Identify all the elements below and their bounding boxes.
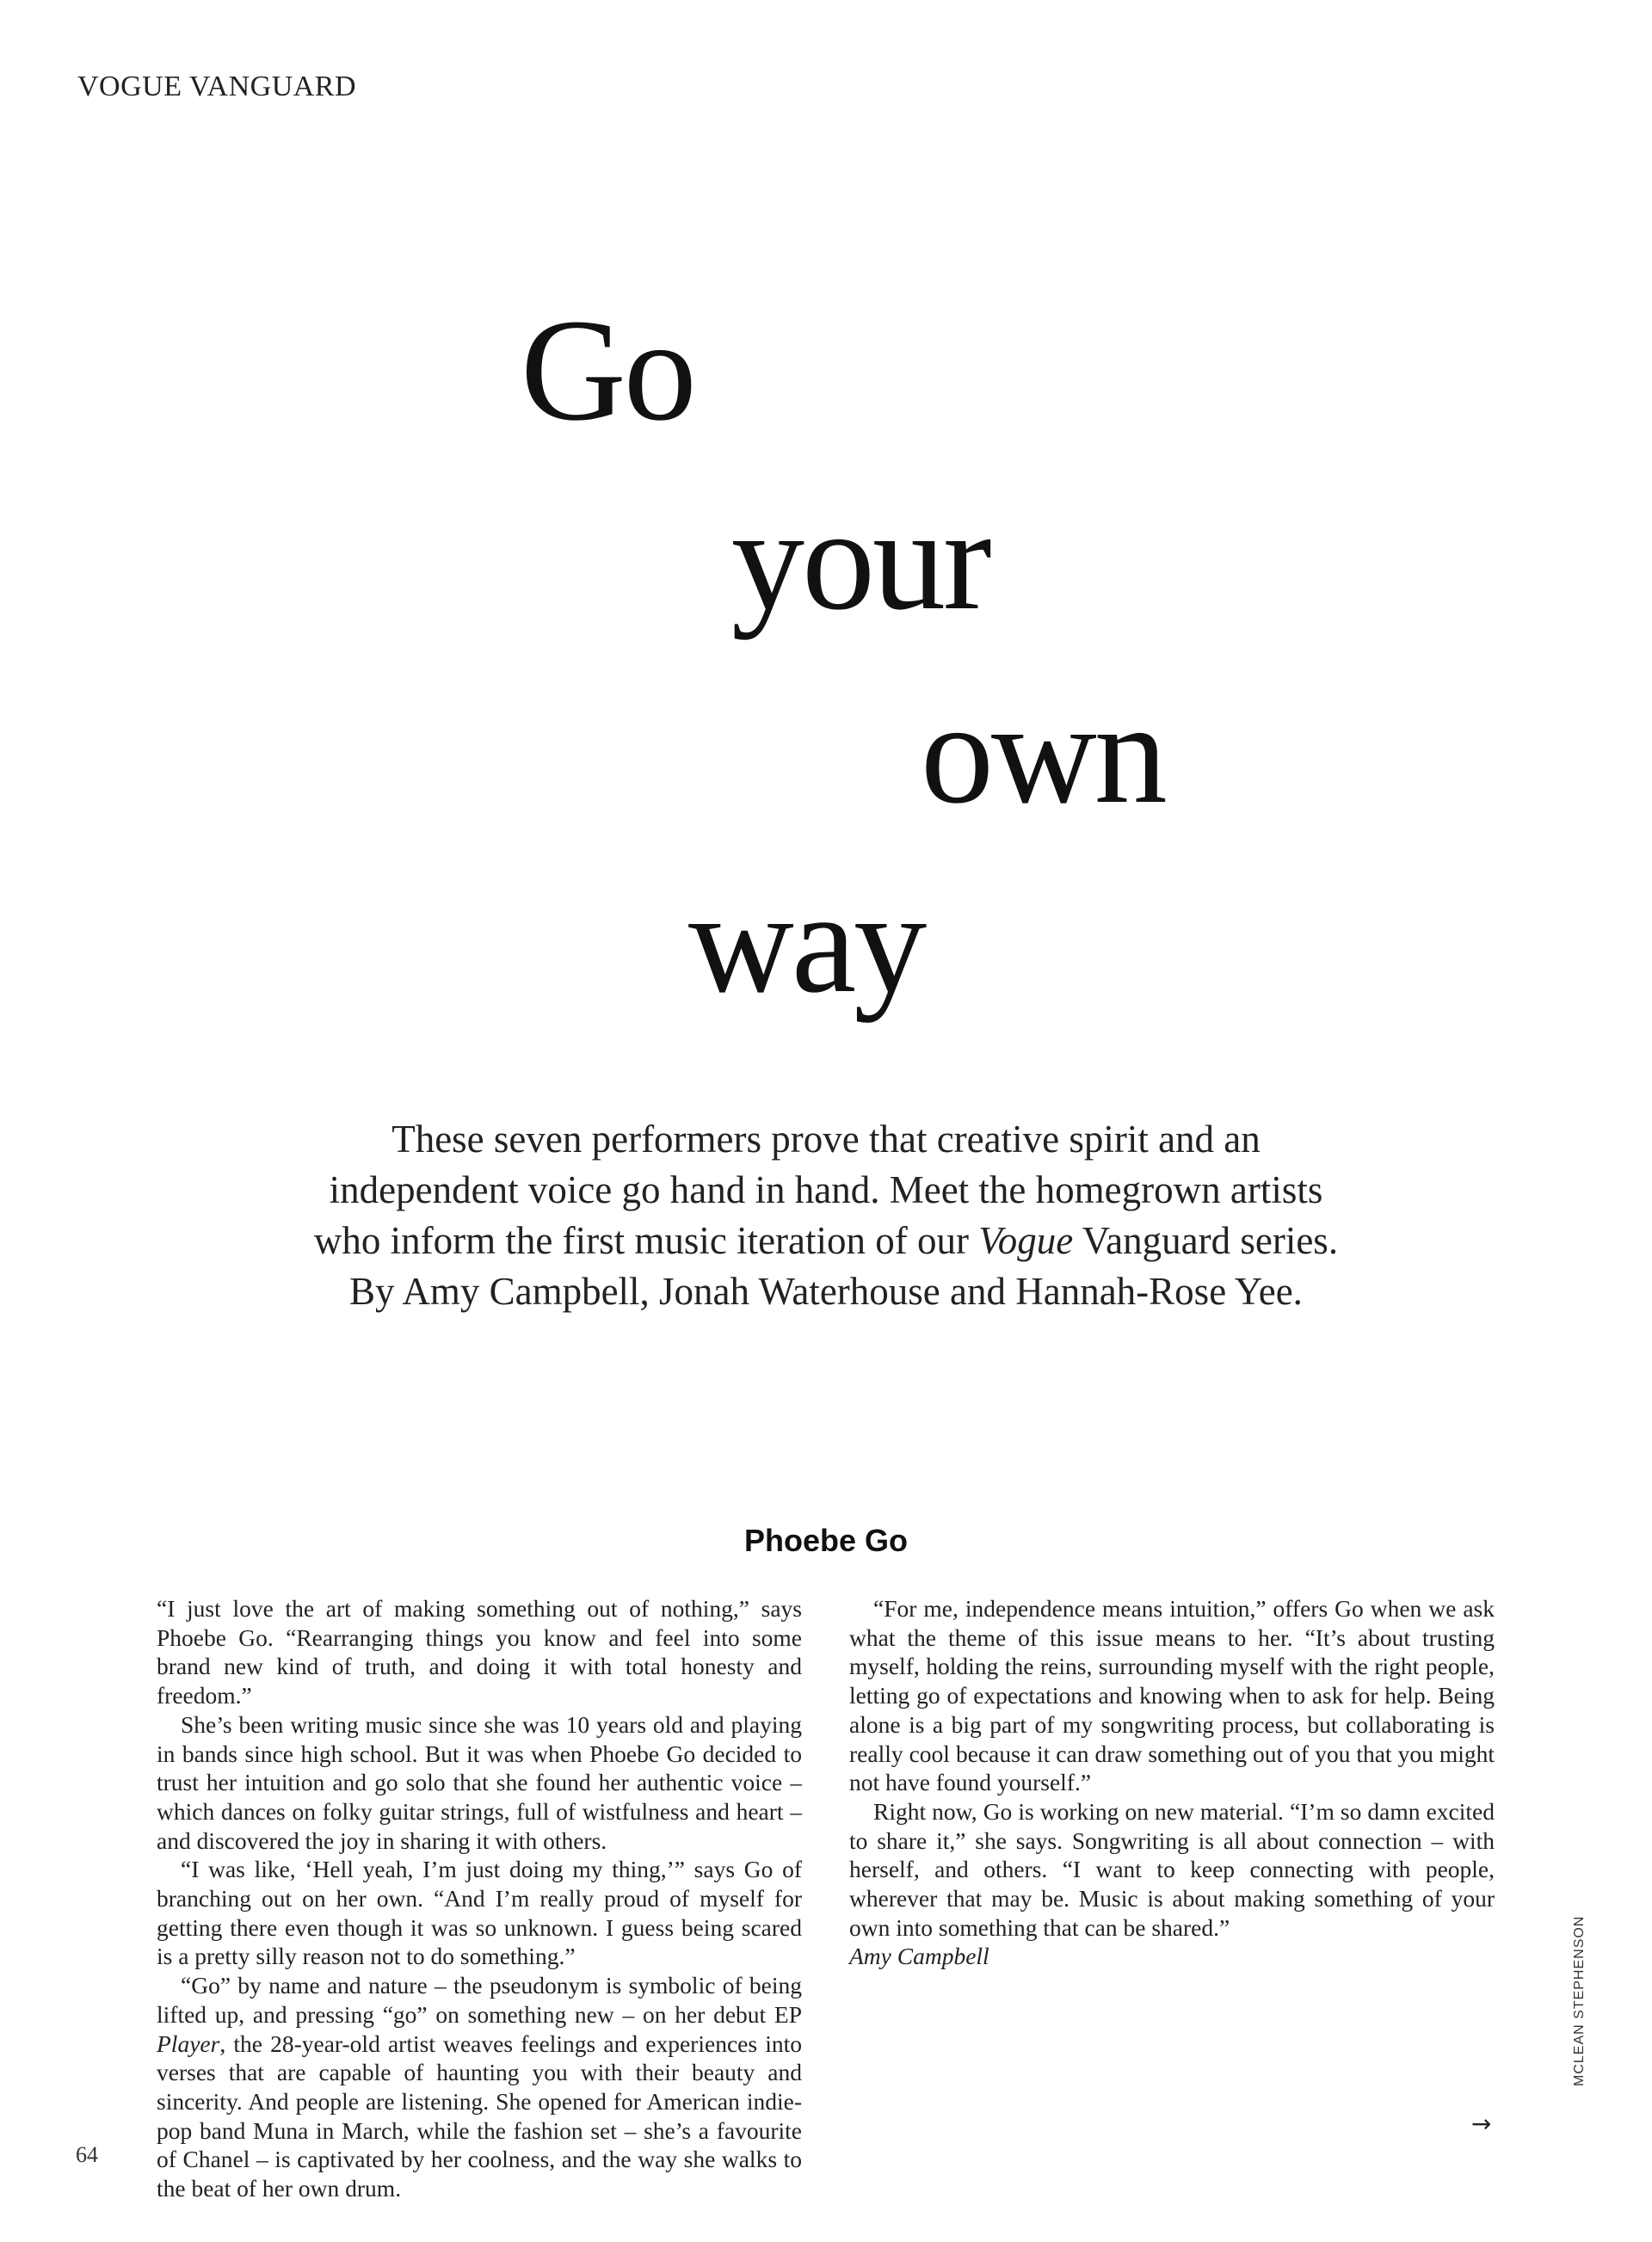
standfirst	[258, 1114, 1394, 1317]
standfirst-text: Vanguard series.	[1073, 1219, 1339, 1262]
photo-credit: MCLEAN STEPHENSON	[1572, 1915, 1587, 2086]
standfirst-byline: By Amy Campbell, Jonah Waterhouse and Hannah-Rose Yee.	[349, 1270, 1303, 1313]
section-label: VOGUE VANGUARD	[77, 71, 357, 102]
vogue-italic: Vogue	[978, 1219, 1074, 1262]
body-column-right	[849, 1594, 1495, 1971]
body-column-left	[157, 1594, 802, 2203]
continue-arrow-icon: →	[1471, 2110, 1492, 2138]
article-byline: Amy Campbell	[849, 1943, 989, 1970]
standfirst-line: These seven performers prove that creative spirit and an	[391, 1118, 1261, 1161]
page-number: 64	[76, 2142, 98, 2167]
artist-name: Phoebe Go	[743, 1523, 909, 1558]
headline-word-your: your	[731, 478, 989, 640]
body-paragraph: She’s been writing music since she was 10 years old and playing in bands since high school. But it was when Phoebe Go decided to trust her intuition and go solo that she found her authentic voice – which dances on folky guitar strings, full of wistfulness and heart – and discovered the joy in sharing it with others.	[157, 1710, 802, 1854]
headline-word-go: Go	[521, 289, 694, 451]
standfirst-line	[258, 1216, 1394, 1266]
body-paragraph: “I just love the art of making something out of nothing,” says Phoebe Go. “Rearranging things you know and feel into some brand new kind of truth, and doing it with total honesty and freedom.”	[157, 1595, 802, 1709]
body-paragraph: “I was like, ‘Hell yeah, I’m just doing my thing,’” says Go of branching out on her own. “And I’m really proud of myself for getting there even though it was so unknown. I guess being scared is a pretty silly reason not to do something.”	[157, 1856, 802, 1970]
body-text: , the 28-year-old artist weaves feelings and experiences into verses that are capable of haunting you with their beauty and sincerity. And people are listening. She opened for American indie-pop band Muna in March, while the fashion set – she’s a favourite of Chanel – is captivated by her coolness, and the way she walks to the beat of her own drum.	[157, 2030, 802, 2202]
standfirst-text: who inform the first music iteration of our	[313, 1219, 979, 1262]
ep-title: Player	[157, 2030, 220, 2057]
body-paragraph: Right now, Go is working on new material. “I’m so damn excited to share it,” she says. Songwriting is all about connection – with herself, and others. “I want to keep connecting with people, wherever that may be. Music is about making something of your own into something that can be shared.”	[849, 1797, 1495, 1941]
body-paragraph	[157, 1971, 802, 2203]
headline-word-way: way	[688, 861, 925, 1023]
body-text: “Go” by name and nature – the pseudonym is symbolic of being lifted up, and pressing “go” on something new – on her debut EP	[157, 1972, 802, 2028]
body-paragraph: “For me, independence means intuition,” offers Go when we ask what the theme of this issue means to her. “It’s about trusting myself, holding the reins, surrounding myself with the right people, letting go of expectations and knowing when to ask for help. Being alone is a big part of my songwriting process, but collaborating is really cool because it can draw something out of you that you might not have found yourself.”	[849, 1595, 1495, 1796]
standfirst-line: independent voice go hand in hand. Meet the homegrown artists	[329, 1168, 1323, 1211]
headline-word-own: own	[921, 672, 1165, 834]
